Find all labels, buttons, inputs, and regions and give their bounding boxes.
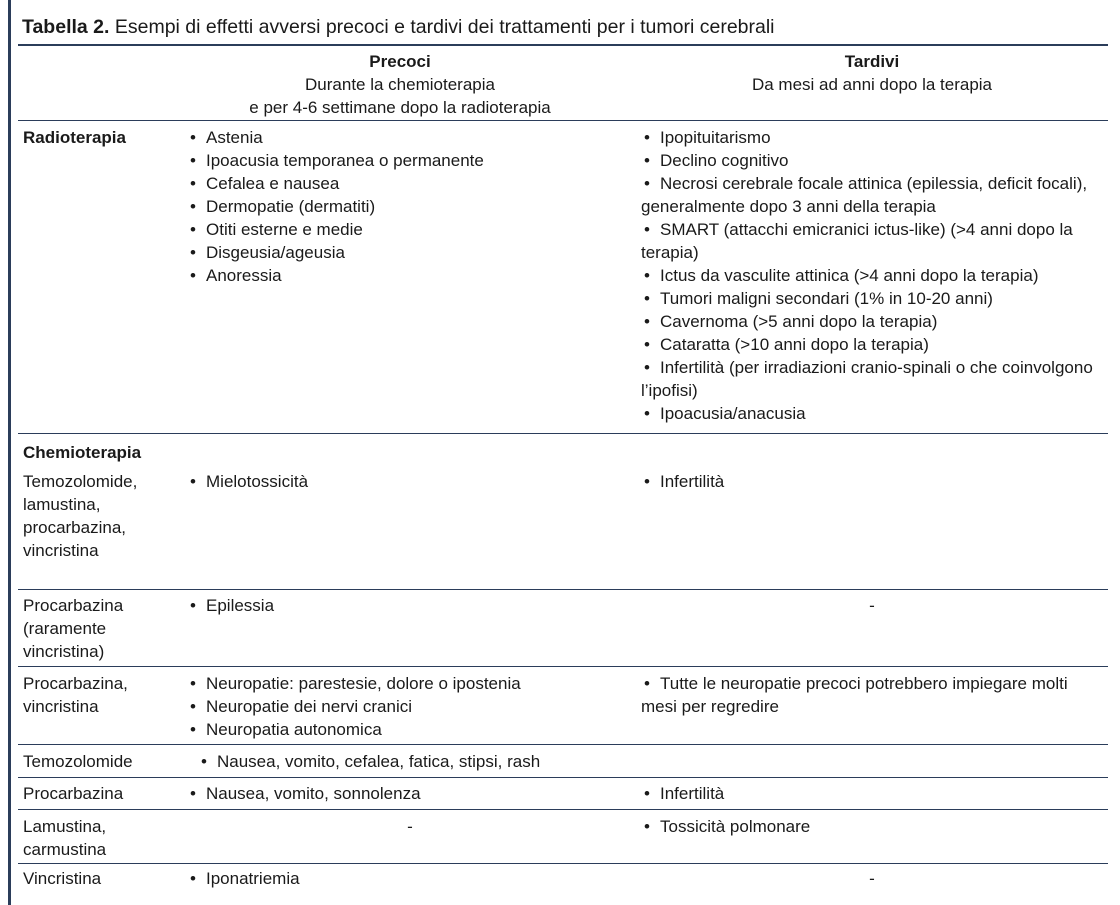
radio-late-list: [641, 126, 1101, 425]
rule-header: [18, 120, 1108, 121]
rule-chemo-5: [18, 863, 1108, 864]
caption-label: Tabella 2.: [22, 16, 110, 38]
list-item: • Tumori maligni secondari (1% in 10-20 anni): [641, 287, 1101, 310]
header-early: [188, 50, 612, 119]
header-early-title: Precoci: [369, 52, 431, 71]
chemo-row-5-late: [641, 815, 1101, 838]
list-item: • Disgeusia/ageusia: [186, 241, 626, 264]
list-item: • Nausea, vomito, sonnolenza: [186, 782, 626, 805]
left-accent-bar: [8, 0, 11, 905]
chemo-row-0-late: [641, 470, 1101, 493]
list-item: • Mielotossicità: [186, 470, 626, 493]
chemo-row-1-drug: Procarbazina (raramente vincristina): [23, 596, 124, 661]
header-late-line1: Da mesi ad anni dopo la terapia: [751, 75, 993, 94]
list-item: • Dermopatie (dermatiti): [186, 195, 626, 218]
header-early-line2: e per 4-6 settimane dopo la radioterapia: [249, 98, 551, 117]
chemo-row-4-drug: Procarbazina: [23, 784, 124, 803]
caption-text: Esempi di effetti avversi precoci e tardivi dei trattamenti per i tumori cerebrali: [114, 16, 775, 38]
list-item: • Neuropatie: parestesie, dolore o ipostenia: [186, 672, 626, 695]
chemo-row-2-drug: Procarbazina, vincristina: [23, 674, 128, 716]
list-item: • Tossicità polmonare: [641, 815, 1101, 838]
list-item: • Tutte le neuropatie precoci potrebbero impiegare molti mesi per regredire: [641, 672, 1101, 718]
chemo-row-4-late: [641, 782, 1101, 805]
list-item: • Cavernoma (>5 anni dopo la terapia): [641, 310, 1101, 333]
list-item: • Infertilità: [641, 470, 1101, 493]
list-item: • Neuropatie dei nervi cranici: [186, 695, 626, 718]
chemo-row-1-late-empty: -: [869, 596, 875, 615]
list-item: • Astenia: [186, 126, 626, 149]
table-caption: [22, 14, 1112, 40]
chemo-row-2-early: [186, 672, 626, 741]
header-late-title: Tardivi: [844, 52, 900, 71]
list-item: • Necrosi cerebrale focale attinica (epilessia, deficit focali), generalmente dopo 3 anni della terapia: [641, 172, 1101, 218]
chemo-row-1-early: [186, 594, 626, 617]
chemo-row-5-drug: Lamustina, carmustina: [23, 817, 107, 859]
radio-label: Radioterapia: [23, 128, 126, 147]
rule-chemo-0: [18, 589, 1108, 590]
list-item: • Iponatriemia: [186, 867, 626, 890]
list-item: • SMART (attacchi emicranici ictus-like) (>4 anni dopo la terapia): [641, 218, 1101, 264]
list-item: • Epilessia: [186, 594, 626, 617]
list-item: • Nausea, vomito, cefalea, fatica, stipsi, rash: [197, 750, 637, 773]
chemo-row-6-drug: Vincristina: [23, 869, 102, 888]
list-item: • Ipoacusia temporanea o permanente: [186, 149, 626, 172]
header-late: [640, 50, 1104, 96]
rule-chemo-1: [18, 666, 1108, 667]
chemo-row-2-late: [641, 672, 1101, 718]
chemo-row-0-drug: Temozolomide, lamustina, procarbazina, vincristina: [23, 472, 138, 560]
chemo-row-4-early: [186, 782, 626, 805]
list-item: • Infertilità: [641, 782, 1101, 805]
list-item: • Declino cognitivo: [641, 149, 1101, 172]
rule-radio: [18, 433, 1108, 434]
chemo-row-3-early: [197, 750, 637, 773]
chemo-row-3-drug: Temozolomide: [23, 752, 133, 771]
list-item: • Cataratta (>10 anni dopo la terapia): [641, 333, 1101, 356]
list-item: • Ipoacusia/anacusia: [641, 402, 1101, 425]
chemo-row-6-early: [186, 867, 626, 890]
list-item: • Ipopituitarismo: [641, 126, 1101, 149]
list-item: • Cefalea e nausea: [186, 172, 626, 195]
rule-chemo-3: [18, 777, 1108, 778]
header-early-line1: Durante la chemioterapia: [305, 75, 495, 94]
radio-early-list: [186, 126, 626, 287]
list-item: • Ictus da vasculite attinica (>4 anni dopo la terapia): [641, 264, 1101, 287]
list-item: • Anoressia: [186, 264, 626, 287]
rule-chemo-4: [18, 809, 1108, 810]
chemo-row-5-early-empty: -: [407, 817, 413, 836]
rule-chemo-2: [18, 744, 1108, 745]
chemo-row-0-early: [186, 470, 626, 493]
chemo-label: Chemioterapia: [23, 443, 142, 462]
list-item: • Otiti esterne e medie: [186, 218, 626, 241]
list-item: • Infertilità (per irradiazioni cranio-spinali o che coinvolgono l’ipofisi): [641, 356, 1101, 402]
chemo-row-6-late-empty: -: [869, 869, 875, 888]
rule-top: [18, 44, 1108, 46]
list-item: • Neuropatia autonomica: [186, 718, 626, 741]
